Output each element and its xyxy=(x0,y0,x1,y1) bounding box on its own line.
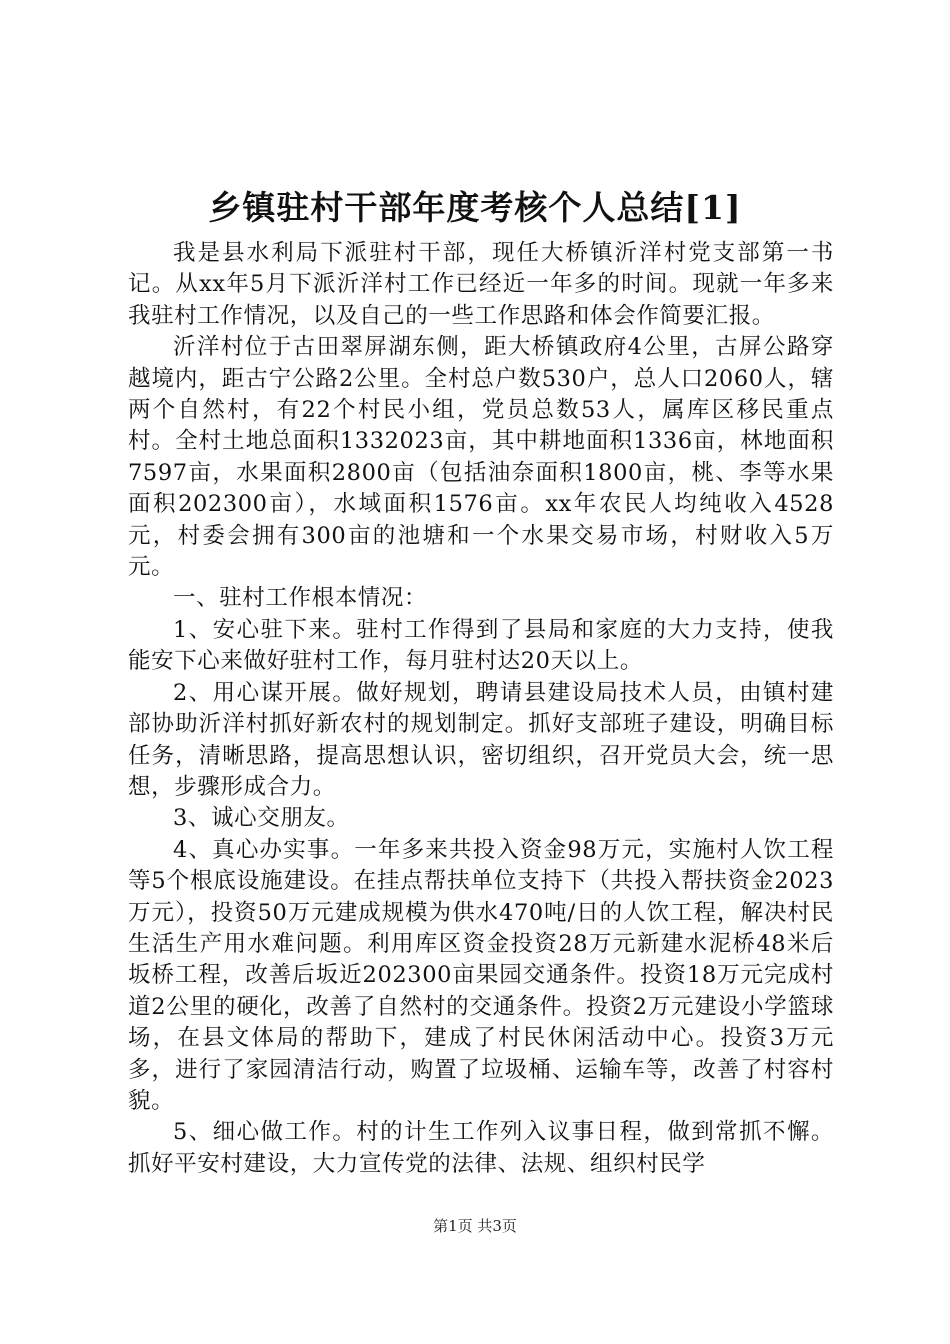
paragraph-item-5: 5、细心做工作。村的计生工作列入议事日程，做到常抓不懈。抓好平安村建设，大力宣传党的法律、法规、组织村民学 xyxy=(128,1119,834,1177)
paragraph-village-overview: 沂洋村位于古田翠屏湖东侧，距大桥镇政府4公里，古屏公路穿越境内，距古宁公路2公里。全村总户数530户，总人口2060人，辖两个自然村，有22个村民小组，党员总数53人，属库区移民重点村。全村土地总面积1332023亩，其中耕地面积1336亩，林地面积7597亩，水果面积2800亩（包括油奈面积1800亩，桃、李等水果面积202300亩），水域面积1576亩。xx年农民人均纯收入4528元，村委会拥有300亩的池塘和一个水果交易市场，村财收入5万元。 xyxy=(128,334,834,581)
paragraph-intro: 我是县水利局下派驻村干部，现任大桥镇沂洋村党支部第一书记。从xx年5月下派沂洋村工作已经近一年多的时间。现就一年多来我驻村工作情况，以及自己的一些工作思路和体会作简要汇报。 xyxy=(128,240,834,329)
page-number-footer: 第1页 共3页 xyxy=(433,1217,517,1235)
paragraph-item-3: 3、诚心交朋友。 xyxy=(173,805,350,832)
paragraph-item-1: 1、安心驻下来。驻村工作得到了县局和家庭的大力支持，使我能安下心来做好驻村工作，每月驻村达20天以上。 xyxy=(128,616,834,675)
document-title: 乡镇驻村干部年度考核个人总结[1] xyxy=(208,188,742,227)
paragraph-item-4: 4、真心办实事。一年多来共投入资金98万元，实施村人饮工程等5个根底设施建设。在挂点帮扶单位支持下（共投入帮扶资金2023万元），投资50万元建成规模为供水470吨/日的人饮工程，解决村民生活生产用水难问题。利用库区资金投资28万元新建水泥桥48米后坂桥工程，改善后坂近202300亩果园交通条件。投资18万元完成村道2公里的硬化，改善了自然村的交通条件。投资2万元建设小学篮球场，在县文体局的帮助下，建成了村民休闲活动中心。投资3万元多，进行了家园清洁行动，购置了垃圾桶、运输车等，改善了村容村貌。 xyxy=(128,836,834,1114)
document-body xyxy=(128,238,834,1180)
paragraph-item-2: 2、用心谋开展。做好规划，聘请县建设局技术人员，由镇村建部协助沂洋村抓好新农村的规划制定。抓好支部班子建设，明确目标任务，清晰思路，提高思想认识，密切组织，召开党员大会，统一思想，步骤形成合力。 xyxy=(128,679,834,800)
section-heading-basic-situation: 一、驻村工作根本情况： xyxy=(173,585,428,612)
